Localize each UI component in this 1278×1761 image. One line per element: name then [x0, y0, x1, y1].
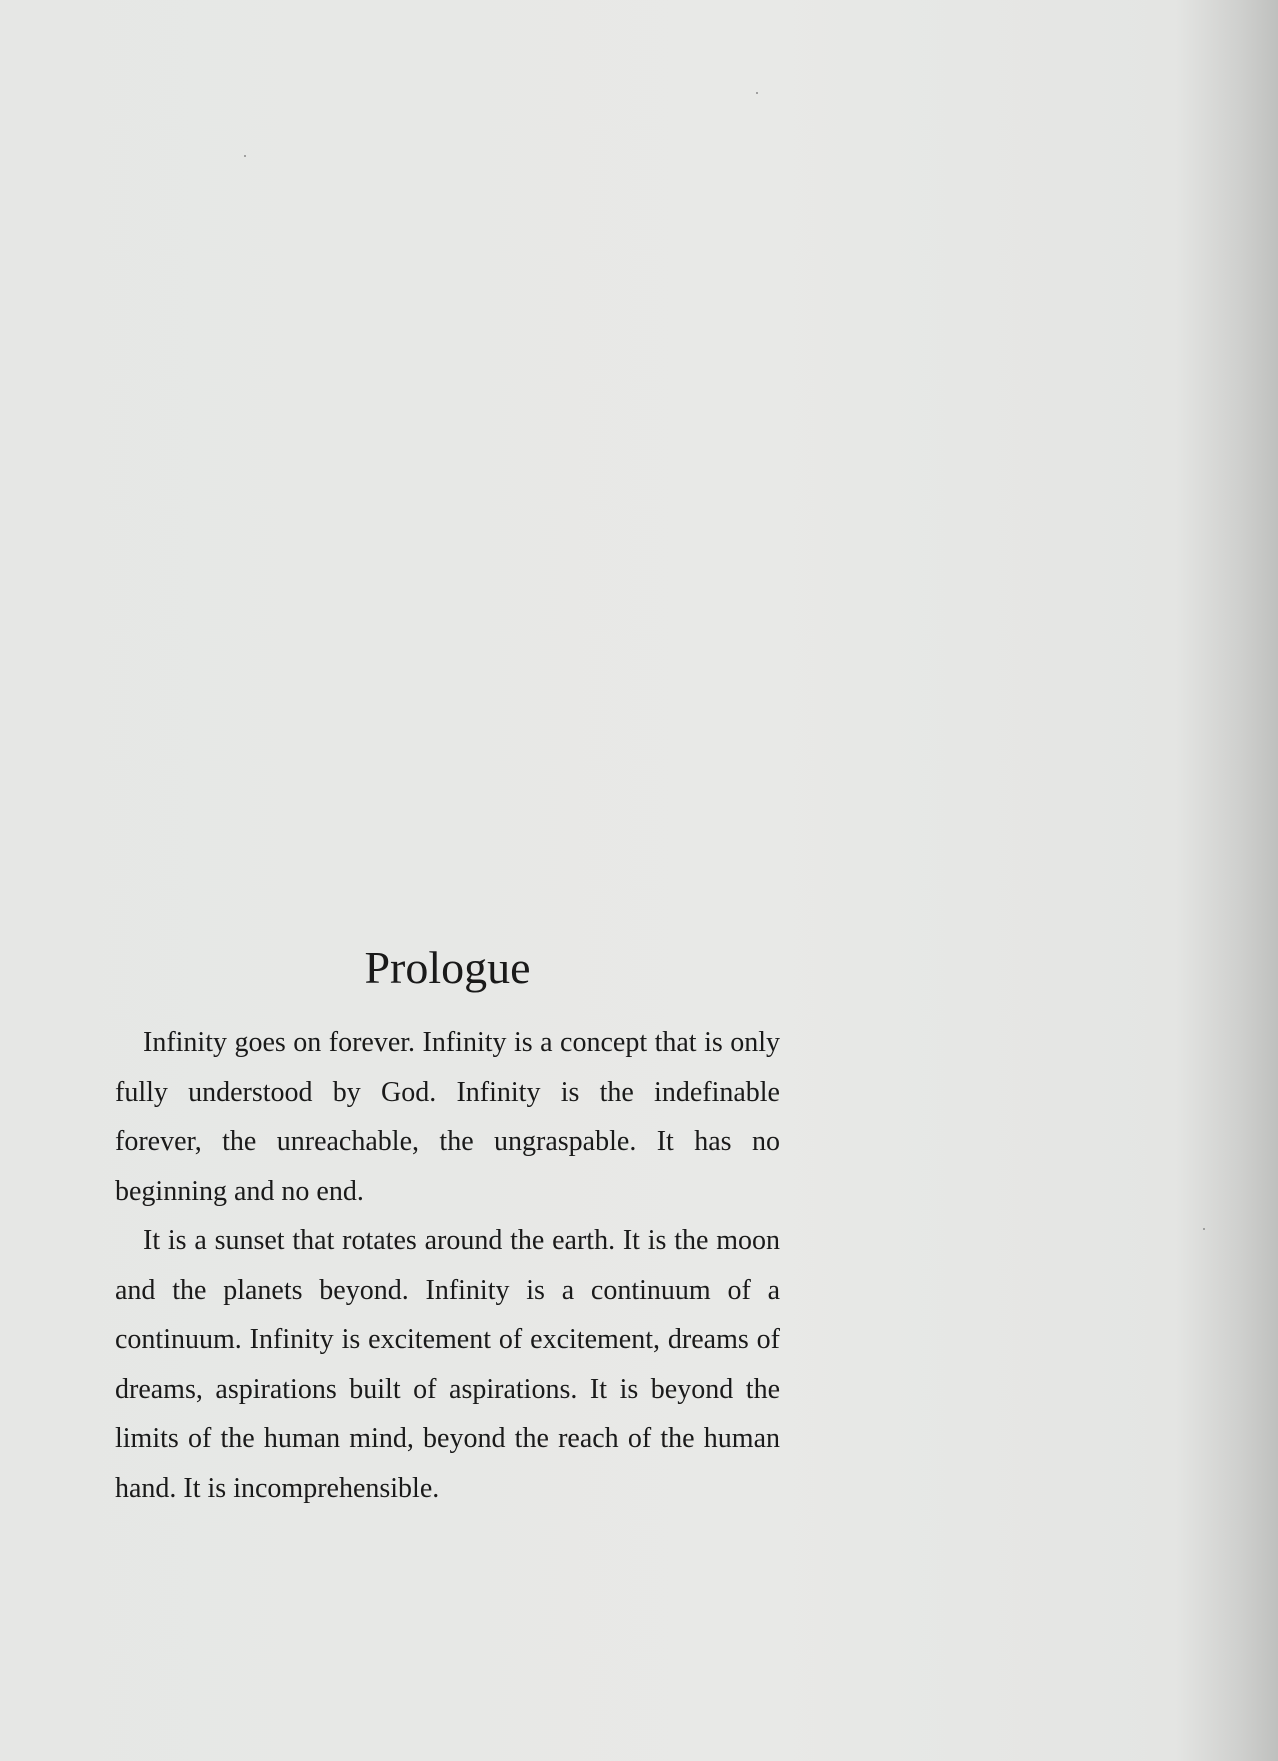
paper-speck	[1203, 1228, 1205, 1230]
paper-speck	[244, 155, 246, 157]
paper-speck	[756, 92, 758, 94]
paragraph-1: Infinity goes on forever. Infinity is a concept that is only fully understood by God. Infinity is the indefinable forever, the unreachable, the ungraspable. It has no beginning and no end.	[115, 1027, 780, 1207]
prologue-section	[115, 940, 780, 1513]
page-title: Prologue	[364, 942, 531, 993]
paragraph-2: It is a sunset that rotates around the earth. It is the moon and the planets beyond. Infinity is a continuum of a continuum. Infinity is excitement of excitement, dreams of dreams, aspirations built of aspirations. It is beyond the limits of the human mind, beyond the reach of the human hand. It is incomprehensible.	[115, 1225, 780, 1504]
